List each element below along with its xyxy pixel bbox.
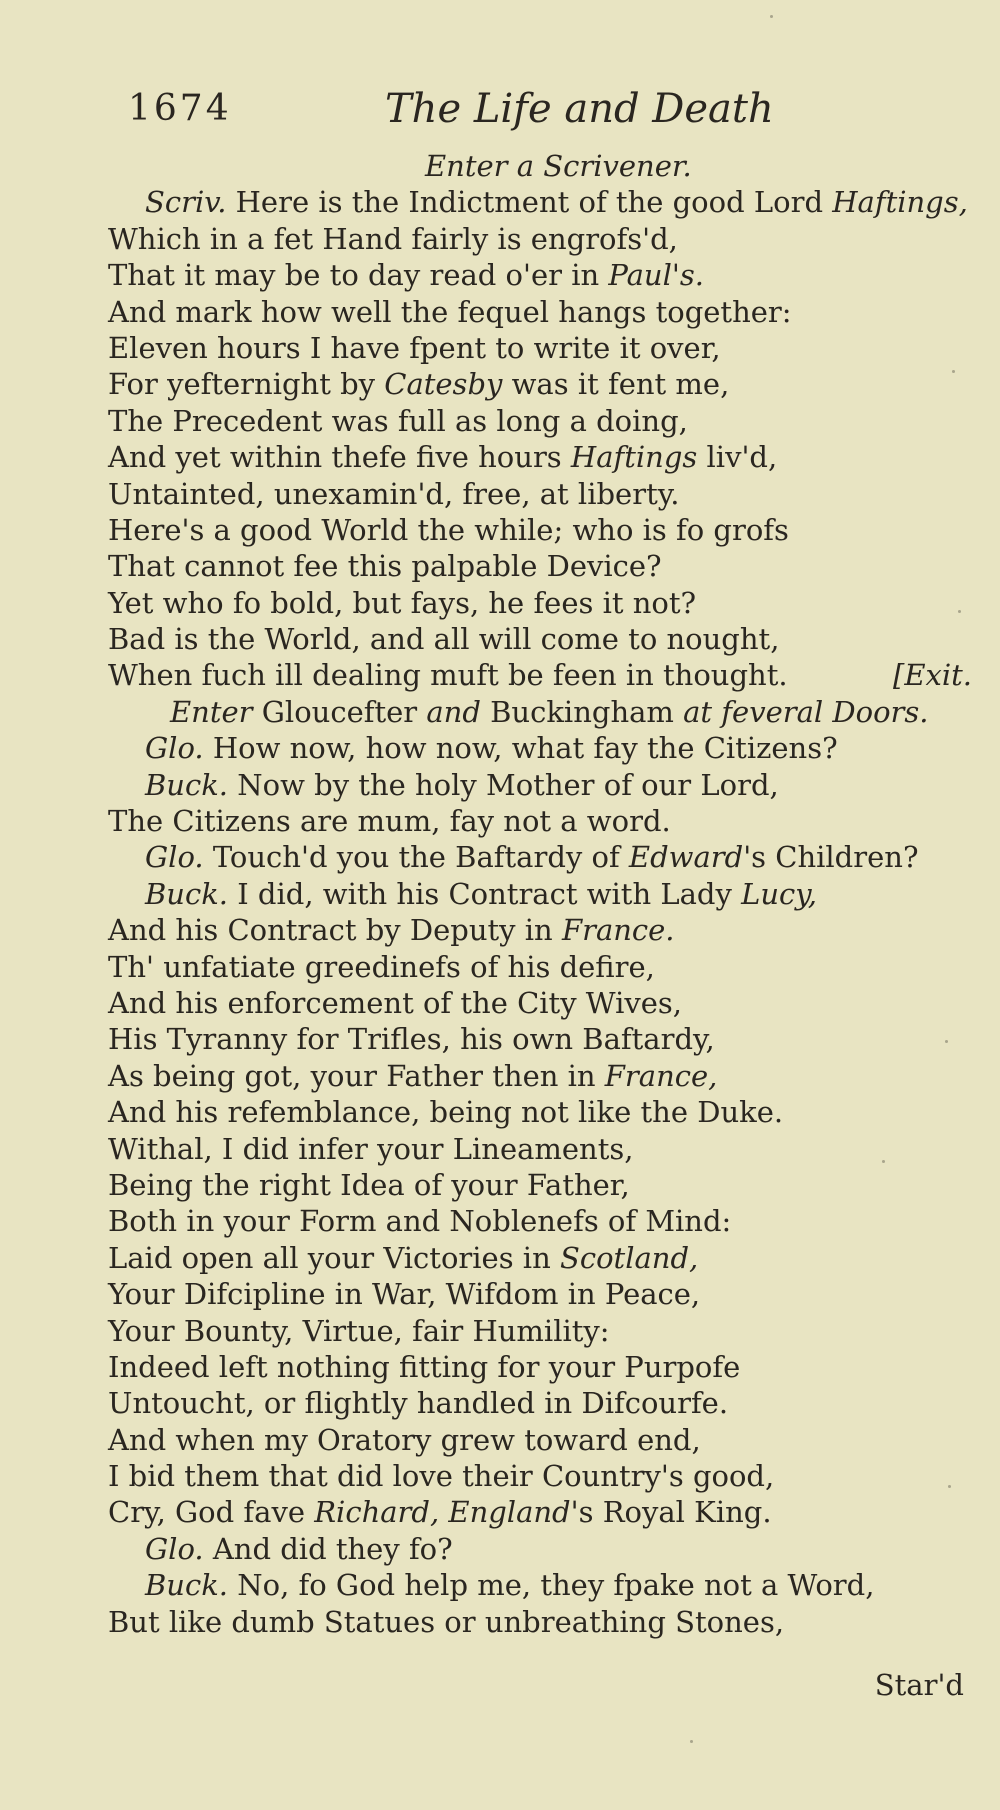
verse-line: The Citizens are mum, fay not a word. — [108, 804, 671, 839]
verse-line: Bad is the World, and all will come to nought, — [108, 622, 780, 657]
verse-line: His Tyranny for Trifles, his own Baftardy, — [108, 1022, 715, 1057]
verse-line: Laid open all your Victories in Scotland, — [108, 1240, 699, 1275]
paper-speck — [952, 370, 955, 373]
verse-line: Both in your Form and Noblenefs of Mind: — [108, 1204, 732, 1239]
verse-line: Yet who fo bold, but fays, he fees it not? — [108, 585, 697, 620]
verse-line: Indeed left nothing fitting for your Purpofe — [108, 1349, 741, 1384]
verse-line: Th' unfatiate greedinefs of his defire, — [108, 949, 655, 984]
play-text — [0, 148, 1000, 1640]
verse-line: As being got, your Father then in France, — [108, 1058, 718, 1093]
speaker-label: Buck. — [145, 876, 229, 911]
speaker-label: Glo. — [145, 840, 204, 875]
paper-speck — [770, 15, 773, 18]
verse-line: The Precedent was full as long a doing, — [108, 403, 688, 438]
verse-line: Which in a fet Hand fairly is engrofs'd, — [108, 221, 678, 256]
speaker-label: Glo. — [145, 731, 204, 766]
paper-speck — [958, 610, 961, 613]
verse-line: I bid them that did love their Country's good, — [108, 1459, 775, 1494]
exit-direction: [Exit. — [893, 658, 972, 693]
verse-line: Untainted, unexamin'd, free, at liberty. — [108, 476, 680, 511]
verse-line: That cannot fee this palpable Device? — [108, 549, 662, 584]
verse-line: That it may be to day read o'er in Paul's. — [108, 258, 704, 293]
running-title: The Life and Death — [385, 86, 774, 132]
paper-speck — [945, 1040, 948, 1043]
verse-line: But like dumb Statues or unbreathing Stones, — [108, 1604, 785, 1639]
verse-line: Glo. How now, how now, what fay the Citizens? — [145, 731, 838, 766]
verse-line: Eleven hours I have fpent to write it over, — [108, 330, 721, 365]
verse-line: Glo. And did they fo? — [145, 1531, 453, 1566]
speaker-label: Glo. — [145, 1531, 204, 1566]
verse-line: For yefternight by Catesby was it fent me, — [108, 367, 730, 402]
stage-direction: Enter Gloucefter and Buckingham at feveral Doors. — [170, 694, 929, 729]
verse-line: Buck. Now by the holy Mother of our Lord, — [145, 767, 779, 802]
speaker-label: Buck. — [145, 1568, 229, 1603]
speaker-label: Scriv. — [145, 185, 227, 220]
verse-line: Glo. Touch'd you the Baftardy of Edward's Children? — [145, 840, 919, 875]
verse-line: Withal, I did infer your Lineaments, — [108, 1131, 634, 1166]
verse-line: And yet within thefe five hours Haftings liv'd, — [108, 440, 778, 475]
verse-line: And his refemblance, being not like the Duke. — [108, 1095, 784, 1130]
verse-line: Scriv. Here is the Indictment of the good Lord Haftings, — [145, 185, 968, 220]
stage-direction: Enter a Scrivener. — [425, 149, 692, 183]
verse-line: Buck. I did, with his Contract with Lady Lucy, — [145, 876, 818, 911]
verse-line: And his Contract by Deputy in France. — [108, 913, 675, 948]
verse-line: Your Bounty, Virtue, fair Humility: — [108, 1313, 610, 1348]
speaker-label: Buck. — [145, 767, 229, 802]
verse-line: Untoucht, or flightly handled in Difcourfe. — [108, 1386, 729, 1421]
page-header — [0, 88, 1000, 138]
verse-line: Being the right Idea of your Father, — [108, 1167, 630, 1202]
verse-line: Buck. No, fo God help me, they fpake not a Word, — [145, 1568, 875, 1603]
paper-speck — [690, 1740, 693, 1743]
verse-line: Your Difcipline in War, Wifdom in Peace, — [108, 1277, 701, 1312]
catchword: Star'd — [874, 1668, 964, 1702]
paper-speck — [882, 1160, 885, 1163]
page-number: 1674 — [128, 88, 232, 129]
verse-line: And mark how well the fequel hangs together: — [108, 294, 792, 329]
verse-line: When fuch ill dealing muft be feen in thought. [Exit. — [108, 658, 972, 693]
verse-line: Here's a good World the while; who is fo grofs — [108, 512, 789, 547]
paper-speck — [948, 1485, 951, 1488]
verse-line: Cry, God fave Richard, England's Royal King. — [108, 1495, 772, 1530]
verse-line: And when my Oratory grew toward end, — [108, 1422, 701, 1457]
verse-line: And his enforcement of the City Wives, — [108, 985, 683, 1020]
